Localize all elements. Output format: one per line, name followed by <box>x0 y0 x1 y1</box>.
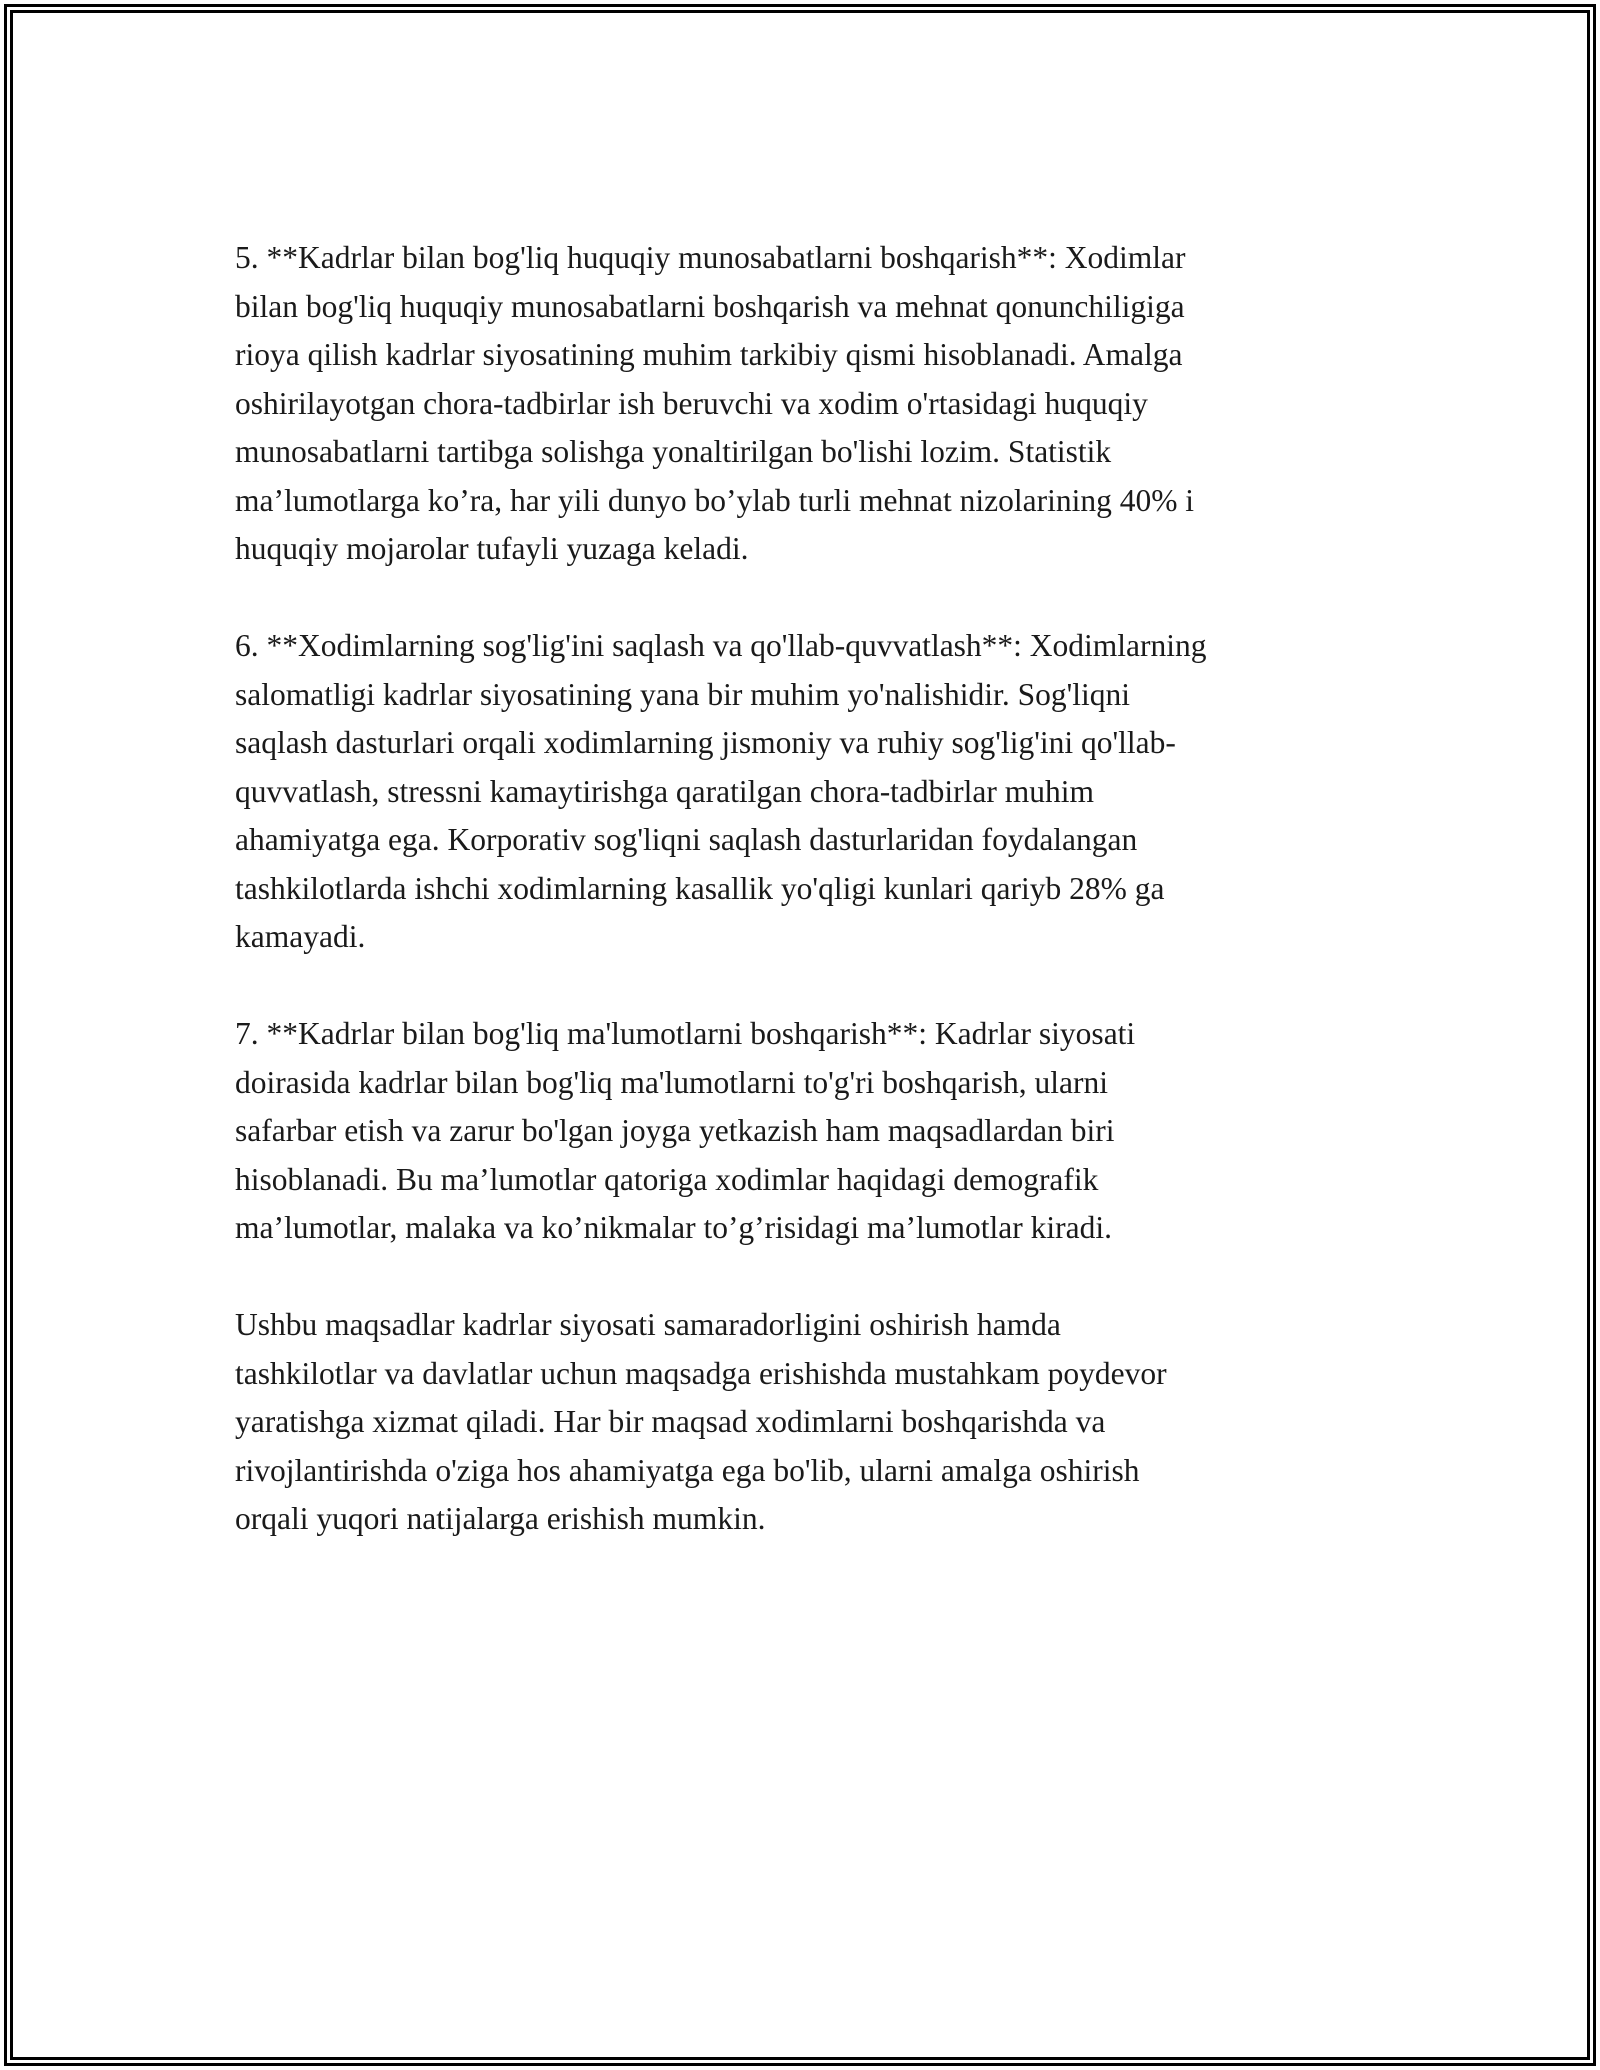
paragraph-conclusion: Ushbu maqsadlar kadrlar siyosati samaradorligini oshirish hamda tashkilotlar va davlatlar uchun maqsadga erishishda mustahkam poydevor yaratishga xizmat qiladi. Har bir maqsad xodimlarni boshqarishda va rivojlantirishda o'ziga hos ahamiyatga ega bo'lib, ularni amalga oshirish orqali yuqori natijalarga erishish mumkin. <box>235 1307 1167 1536</box>
paragraph-personnel-data: 7. **Kadrlar bilan bog'liq ma'lumotlarni boshqarish**: Kadrlar siyosati doirasida kadrlar bilan bog'liq ma'lumotlarni to'g'ri boshqarish, ularni safarbar etish va zarur bo'lgan joyga yetkazish ham maqsadlardan biri hisoblanadi. Bu ma’lumotlar qatoriga xodimlar haqidagi demografik ma’lumotlar, malaka va ko’nikmalar to’g’risidagi ma’lumotlar kiradi. <box>235 1016 1136 1245</box>
document-body <box>235 234 1385 1592</box>
paragraph-legal-relations: 5. **Kadrlar bilan bog'liq huquqiy munosabatlarni boshqarish**: Xodimlar bilan bog'liq huquqiy munosabatlarni boshqarish va mehnat qonunchiligiga rioya qilish kadrlar siyosatining muhim tarkibiy qismi hisoblanadi. Amalga oshirilayotgan chora-tadbirlar ish beruvchi va xodim o'rtasidagi huquqiy munosabatlarni tartibga solishga yonaltirilgan bo'lishi lozim. Statistik ma’lumotlarga ko’ra, har yili dunyo bo’ylab turli mehnat nizolarining 40% i huquqiy mojarolar tufayli yuzaga keladi. <box>235 240 1195 566</box>
paragraph-employee-health: 6. **Xodimlarning sog'lig'ini saqlash va qo'llab-quvvatlash**: Xodimlarning salomatligi kadrlar siyosatining yana bir muhim yo'nalishidir. Sog'liqni saqlash dasturlari orqali xodimlarning jismoniy va ruhiy sog'lig'ini qo'llab- quvvatlash, stressni kamaytirishga qaratilgan chora-tadbirlar muhim ahamiyatga ega. Korporativ sog'liqni saqlash dasturlaridan foydalangan tashkilotlarda ishchi xodimlarning kasallik yo'qligi kunlari qariyb 28% ga kamayadi. <box>235 628 1207 954</box>
